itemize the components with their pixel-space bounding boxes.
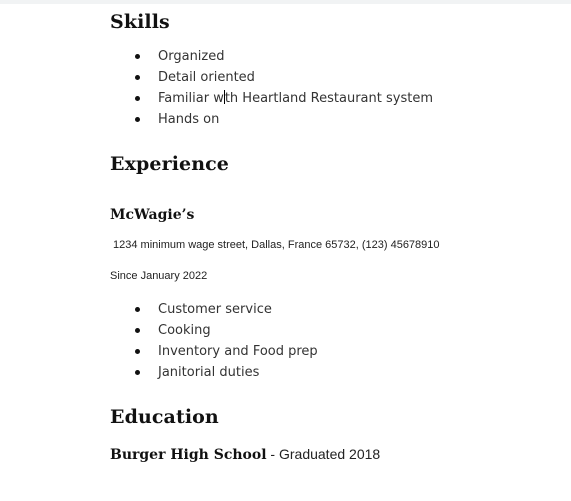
skill-text: Hands on [158, 112, 220, 127]
bullet-icon [135, 328, 140, 333]
skill-text: Detail oriented [158, 70, 255, 85]
education-heading: Education [110, 406, 219, 428]
graduation-text: Graduated 2018 [278, 446, 381, 462]
school-name: Burger High School [110, 447, 267, 463]
duty-text: Cooking [158, 323, 211, 338]
duty-text: Customer service [158, 302, 272, 317]
bullet-icon [135, 96, 140, 101]
skill-text-with-cursor [158, 88, 433, 109]
skill-text: Organized [158, 49, 225, 64]
duty-text: Inventory and Food prep [158, 344, 318, 359]
education-entry [110, 446, 380, 464]
experience-heading: Experience [110, 153, 229, 175]
bullet-icon [135, 307, 140, 312]
company-name: McWagie’s [110, 207, 195, 223]
bullet-icon [135, 117, 140, 122]
bullet-icon [135, 370, 140, 375]
skill-text-after-cursor: th Heartland Restaurant system [224, 91, 433, 106]
skill-text-before-cursor: Familiar w [158, 91, 224, 106]
duty-text: Janitorial duties [158, 365, 260, 380]
bullet-icon [135, 54, 140, 59]
bullet-icon [135, 75, 140, 80]
employment-since: Since January 2022 [110, 270, 208, 282]
education-separator: - [266, 446, 279, 462]
bullet-icon [135, 349, 140, 354]
skills-heading: Skills [110, 11, 170, 33]
company-address: 1234 minimum wage street, Dallas, France 65732, (123) 45678910 [113, 239, 440, 251]
